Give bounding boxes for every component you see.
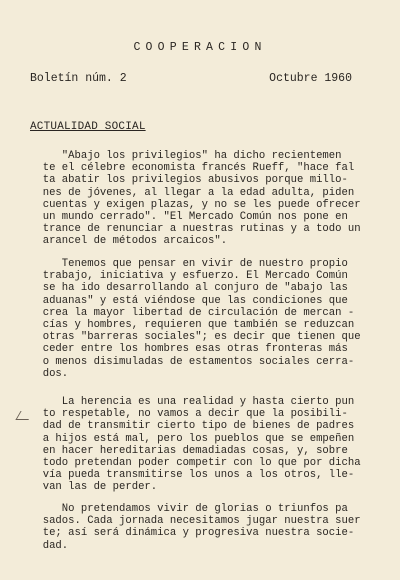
- bulletin-number: Boletín núm. 2: [30, 72, 127, 85]
- section-title: ACTUALIDAD SOCIAL: [30, 121, 146, 133]
- paragraph-2: Tenemos que pensar en vivir de nuestro propio trabajo, iniciativa y esfuerzo. El Mercado Común se ha ido desarrollando al conjuro de "abajo las aduanas" y está viéndose que las condiciones que crea la mayor libertad de circulación de mercan - cías y hombres, requieren que también se reduzcan otras "barreras sociales"; es decir que tienen que ceder entre los hombres esas otras fronteras más o menos disimuladas de estamentos sociales cerra- dos.: [42, 258, 361, 380]
- masthead-title: COOPERACION: [133, 41, 267, 54]
- bulletin-date: Octubre 1960: [269, 72, 352, 85]
- paragraph-4: No pretendamos vivir de glorias o triunfos pa sados. Cada jornada necesitamos jugar nuestra suer te; así será dinámica y progresiva nuestra socie- dad.: [42, 503, 361, 552]
- paragraph-1: "Abajo los privilegios" ha dicho recientemen te el célebre economista francés Rueff, "hace fal ta abatir los privilegios abusivos porque millo- nes de jóvenes, al llegar a la edad adulta, piden cuentas y exigen plazas, y no se les puede ofrecer un mundo cerrado". "El Mercado Común nos pone en trance de renunciar a nuestras rutinas y a todo un arancel de métodos arcaicos".: [42, 150, 361, 248]
- bulletin-info-line: [30, 72, 352, 85]
- paragraph-3: La herencia es una realidad y hasta cierto pun to respetable, no vamos a decir que la posibili- dad de transmitir cierto tipo de bienes de padres a hijos está mal, pero los pueblos que se empeñen en hacer hereditarias demadiadas cosas, y, sobre todo pretendan poder competir con lo que por dicha vía pueda transmitirse los unos a los otros, lle- van las de perder.: [42, 396, 361, 494]
